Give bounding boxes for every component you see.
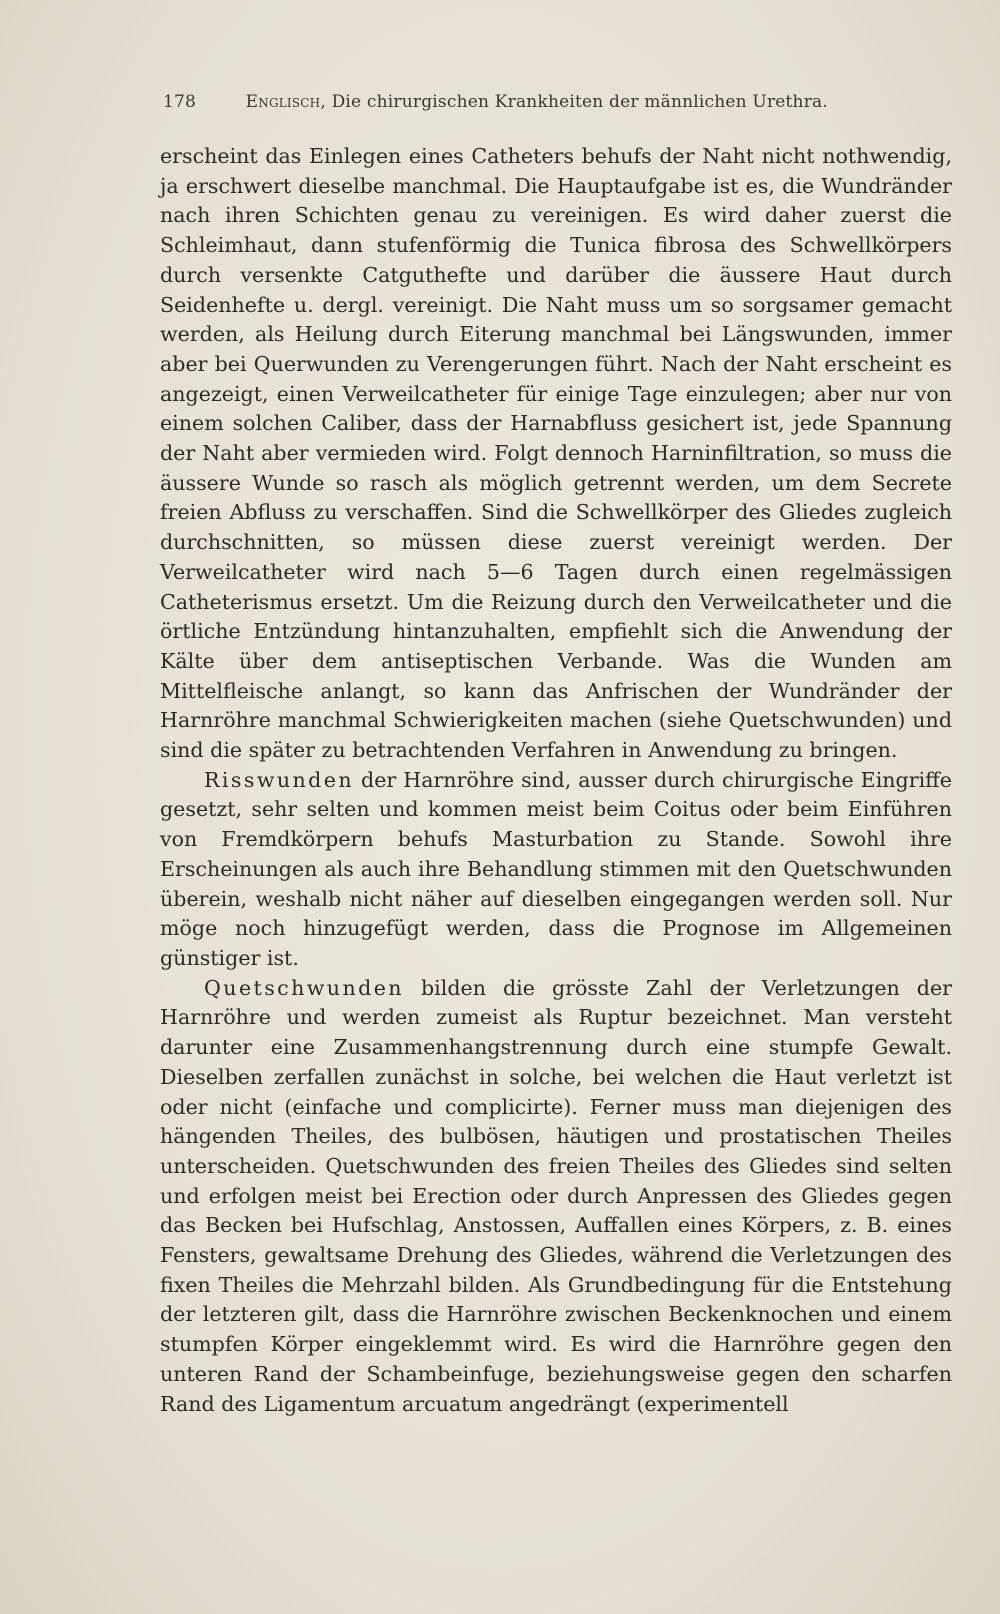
header-title: Die chirurgischen Krankheiten der männlichen Urethra. [331,92,828,112]
paragraph [160,142,952,766]
paragraph-lead-term: Quetschwunden [204,975,404,1000]
body-text [160,142,952,1419]
paragraph-lead-term: Risswunden [204,767,355,792]
page-number: 178 [163,92,197,112]
running-header [163,92,953,112]
paragraph [160,766,952,974]
header-author: Englisch, [245,92,326,112]
paragraph-text: bilden die grösste Zahl der Verletzungen der Harnröhre und werden zumeist als Ruptur bezeichnet. Man versteht darunter eine Zusammenhangstrennung durch eine stumpfe Gewalt. Dieselben zerfallen zunächst in solche, bei welchen die Haut verletzt ist oder nicht (einfache und complicirte). Ferner muss man diejenigen des hängenden Theiles, des bulbösen, häutigen und prostatischen Theiles unterscheiden. Quetschwunden des freien Theiles des Gliedes sind selten und erfolgen meist bei Erection oder durch Anpressen des Gliedes gegen das Becken bei Hufschlag, Anstossen, Auffallen eines Körpers, z. B. eines Fensters, gewaltsame Drehung des Gliedes, während die Verletzungen des fixen Theiles die Mehrzahl bilden. Als Grundbedingung für die Entstehung der letzteren gilt, dass die Harnröhre zwischen Beckenknochen und einem stumpfen Körper eingeklemmt wird. Es wird die Harnröhre gegen den unteren Rand der Schambeinfuge, beziehungsweise gegen den scharfen Rand des Ligamentum arcuatum angedrängt (experimentell [160,975,952,1416]
paragraph-text: erscheint das Einlegen eines Catheters behufs der Naht nicht nothwendig, ja erschwert dieselbe manchmal. Die Hauptaufgabe ist es, die Wundränder nach ihren Schichten genau zu vereinigen. Es wird daher zuerst die Schleimhaut, dann stufenförmig die Tunica fibrosa des Schwellkörpers durch versenkte Catguthefte und darüber die äussere Haut durch Seidenhefte u. dergl. vereinigt. Die Naht muss um so sorgsamer gemacht werden, als Heilung durch Eiterung manchmal bei Längswunden, immer aber bei Querwunden zu Verengerungen führt. Nach der Naht erscheint es angezeigt, einen Verweilcatheter für einige Tage einzulegen; aber nur von einem solchen Caliber, dass der Harnabfluss gesichert ist, jede Spannung der Naht aber vermieden wird. Folgt dennoch Harninfiltration, so muss die äussere Wunde so rasch als möglich getrennt werden, um dem Secrete freien Abfluss zu verschaffen. Sind die Schwellkörper des Gliedes zugleich durchschnitten, so müssen diese zuerst vereinigt werden. Der Verweilcatheter wird nach 5—6 Tagen durch einen regelmässigen Catheterismus ersetzt. Um die Reizung durch den Verweilcatheter und die örtliche Entzündung hintanzuhalten, empfiehlt sich die Anwendung der Kälte über dem antiseptischen Verbande. Was die Wunden am Mittelfleische anlangt, so kann das Anfrischen der Wundränder der Harnröhre manchmal Schwierigkeiten machen (siehe Quetschwunden) und sind die später zu betrachtenden Verfahren in Anwendung zu bringen. [160,144,952,763]
paragraph-text: der Harnröhre sind, ausser durch chirurgische Eingriffe gesetzt, sehr selten und kommen meist beim Coitus oder beim Einführen von Fremdkörpern behufs Masturbation zu Stande. Sowohl ihre Erscheinungen als auch ihre Behandlung stimmen mit den Quetschwunden überein, weshalb nicht näher auf dieselben eingegangen werden soll. Nur möge noch hinzugefügt werden, dass die Prognose im Allgemeinen günstiger ist. [160,767,952,970]
paragraph [160,974,952,1420]
